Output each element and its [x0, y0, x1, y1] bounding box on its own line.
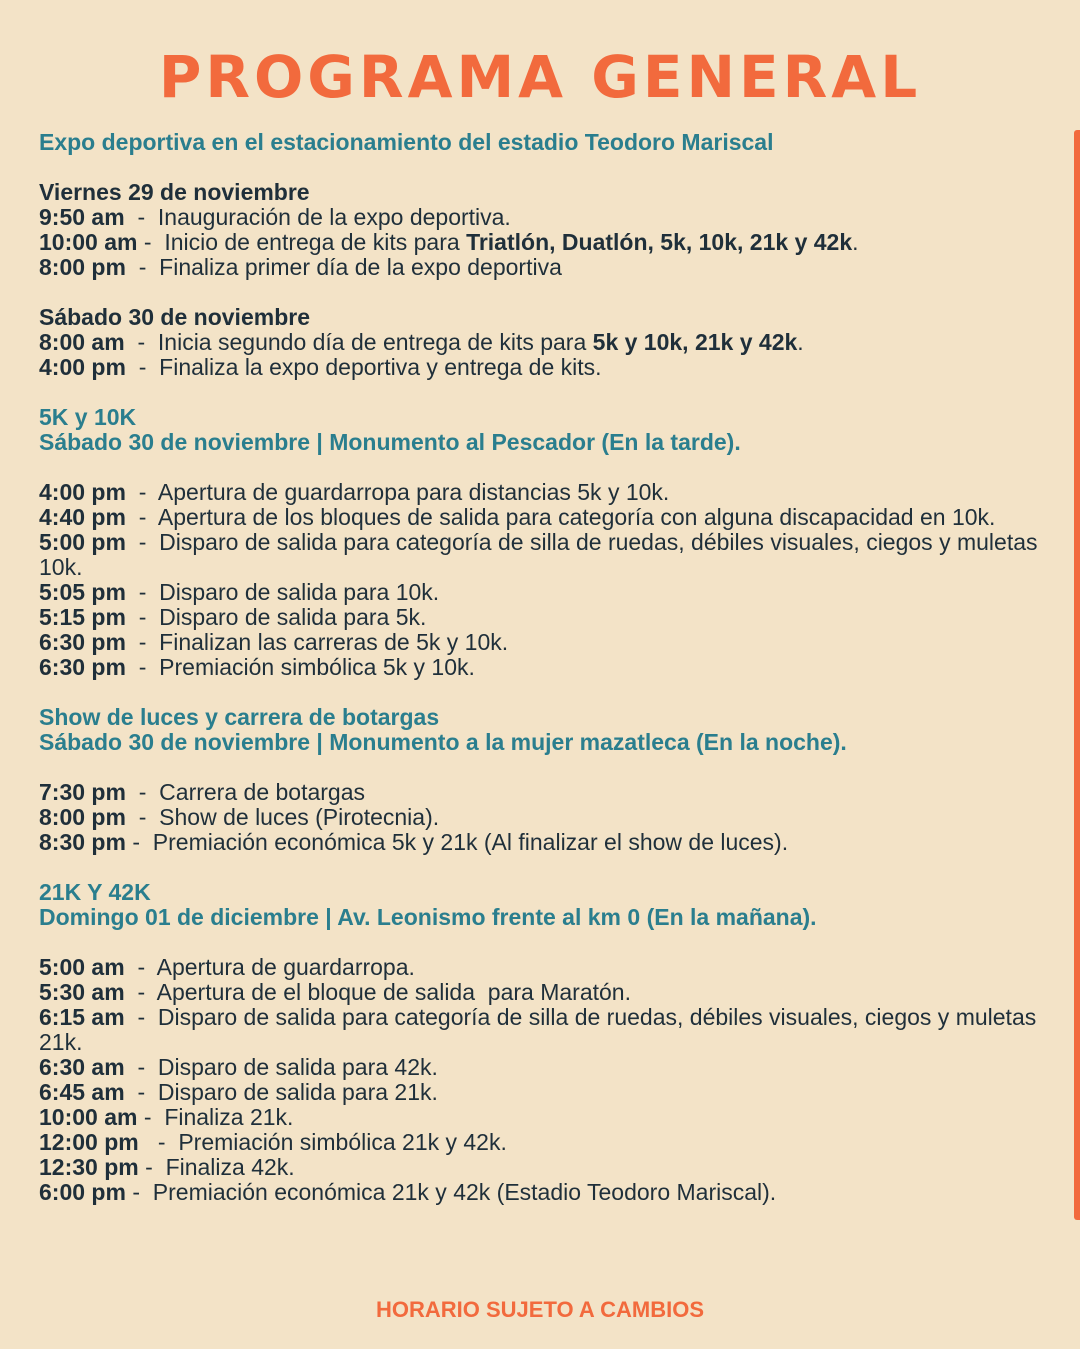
schedule-separator: - [125, 779, 160, 805]
schedule-time: 8:00 am [39, 329, 125, 355]
schedule-time: 8:30 pm [39, 829, 126, 855]
schedule-separator: - [138, 1129, 179, 1155]
sabado-expo-heading: Sábado 30 de noviembre [39, 304, 310, 330]
schedule-description: Inicio de entrega de kits para [164, 229, 467, 255]
schedule-description: Inicia segundo día de entrega de kits para [157, 329, 593, 355]
schedule-description: Disparo de salida para 42k. [157, 1054, 438, 1080]
schedule-item [39, 1004, 1043, 1055]
schedule-description: Disparo de salida para 10k. [159, 579, 440, 605]
sabado-expo-list [39, 330, 1039, 380]
schedule-item [39, 1155, 1039, 1180]
schedule-item [39, 1180, 1039, 1205]
section-21k42k-subtitle: Domingo 01 de diciembre | Av. Leonismo frente al km 0 (En la mañana). [39, 904, 817, 930]
schedule-item [39, 1080, 1039, 1105]
schedule-item [39, 980, 1039, 1005]
schedule-item [39, 529, 1044, 580]
schedule-description: Finaliza 42k. [165, 1154, 295, 1180]
expo-heading: Expo deportiva en el estacionamiento del estadio Teodoro Mariscal [39, 129, 774, 155]
schedule-time: 7:30 pm [39, 779, 126, 805]
schedule-separator: - [125, 354, 160, 380]
schedule-time: 12:30 pm [39, 1154, 139, 1180]
schedule-time: 6:30 pm [39, 629, 126, 655]
schedule-separator: - [125, 629, 160, 655]
schedule-description: Carrera de botargas [159, 779, 366, 805]
schedule-description: Show de luces (Pirotecnia). [159, 804, 440, 830]
schedule-time: 4:00 pm [39, 354, 126, 380]
schedule-highlight: Triatlón, Duatlón, 5k, 10k, 21k y 42k [466, 229, 853, 255]
schedule-time: 8:00 pm [39, 804, 126, 830]
schedule-description: Apertura de el bloque de salida para Maratón. [156, 979, 631, 1005]
schedule-time: 10:00 am [39, 229, 138, 255]
schedule-item [39, 780, 1039, 805]
schedule-time: 5:05 pm [39, 579, 126, 605]
section-show-title: Show de luces y carrera de botargas [39, 704, 440, 730]
schedule-time: 6:30 pm [39, 654, 126, 680]
schedule-item [39, 580, 1039, 605]
schedule-description: Premiación simbólica 21k y 42k. [178, 1129, 507, 1155]
section-5k10k-subtitle: Sábado 30 de noviembre | Monumento al Pescador (En la tarde). [39, 429, 741, 455]
schedule-separator: - [137, 229, 165, 255]
schedule-description: Finalizan las carreras de 5k y 10k. [159, 629, 509, 655]
footer-note: HORARIO SUJETO A CAMBIOS [376, 1297, 704, 1322]
section-21k42k-title: 21K Y 42K [39, 879, 151, 905]
schedule-time: 9:50 am [39, 204, 125, 230]
page-title: PROGRAMA GENERAL [158, 43, 922, 111]
section-5k10k-list [39, 479, 1044, 680]
schedule-item [39, 830, 1039, 855]
schedule-separator: - [124, 979, 157, 1005]
schedule-separator: - [125, 804, 160, 830]
schedule-description: Apertura de guardarropa. [156, 954, 415, 980]
schedule-separator: - [125, 604, 160, 630]
schedule-description: Apertura de los bloques de salida para categoría con alguna discapacidad en 10k. [157, 504, 996, 530]
schedule-separator: - [124, 1004, 158, 1030]
schedule-separator: - [125, 479, 158, 505]
schedule-separator: - [125, 254, 160, 280]
schedule-description: Disparo de salida para categoría de silla de ruedas, débiles visuales, ciegos y muletas 21k. [39, 1004, 1043, 1055]
schedule-time: 6:30 am [39, 1054, 125, 1080]
schedule-time: 10:00 am [39, 1104, 138, 1130]
schedule-item [39, 630, 1039, 655]
schedule-separator: - [125, 529, 160, 555]
schedule-time: 12:00 pm [39, 1129, 139, 1155]
schedule-item [39, 1130, 1039, 1155]
schedule-time: 4:40 pm [39, 504, 126, 530]
schedule-content [39, 129, 1044, 1205]
schedule-time: 5:15 pm [39, 604, 126, 630]
schedule-item [39, 955, 1039, 980]
schedule-time: 6:00 pm [39, 1179, 126, 1205]
schedule-description: Apertura de guardarropa para distancias 5k y 10k. [157, 479, 670, 505]
schedule-description: Disparo de salida para categoría de silla de ruedas, débiles visuales, ciegos y muletas 10k. [39, 529, 1044, 580]
section-show-list [39, 780, 1039, 855]
schedule-separator: - [125, 579, 160, 605]
schedule-separator: - [124, 204, 158, 230]
schedule-separator: - [125, 1179, 153, 1205]
schedule-description: Disparo de salida para 21k. [157, 1079, 438, 1105]
schedule-separator: - [124, 1054, 158, 1080]
schedule-suffix: . [797, 329, 804, 355]
schedule-highlight: 5k y 10k, 21k y 42k [592, 329, 798, 355]
schedule-time: 6:15 am [39, 1004, 125, 1030]
schedule-description: Premiación económica 5k y 21k (Al finalizar el show de luces). [152, 829, 789, 855]
schedule-item [39, 230, 1039, 255]
schedule-description: Finaliza primer día de la expo deportiva [159, 254, 562, 280]
schedule-separator: - [125, 829, 153, 855]
schedule-item [39, 505, 1039, 530]
accent-stripe [1074, 130, 1080, 1220]
schedule-time: 5:30 am [39, 979, 125, 1005]
schedule-separator: - [124, 1079, 158, 1105]
schedule-description: Premiación simbólica 5k y 10k. [159, 654, 475, 680]
schedule-item [39, 655, 1039, 680]
schedule-description: Finaliza la expo deportiva y entrega de kits. [159, 354, 602, 380]
schedule-item [39, 1055, 1039, 1080]
schedule-time: 8:00 pm [39, 254, 126, 280]
schedule-separator: - [137, 1104, 165, 1130]
schedule-item [39, 1105, 1039, 1130]
schedule-item [39, 355, 1039, 380]
schedule-description: Finaliza 21k. [164, 1104, 294, 1130]
schedule-description: Inauguración de la expo deportiva. [157, 204, 511, 230]
schedule-separator: - [125, 654, 160, 680]
section-show-subtitle: Sábado 30 de noviembre | Monumento a la mujer mazatleca (En la noche). [39, 729, 847, 755]
schedule-item [39, 480, 1039, 505]
schedule-item [39, 605, 1039, 630]
schedule-description: Disparo de salida para 5k. [159, 604, 427, 630]
schedule-separator: - [124, 329, 158, 355]
section-5k10k-title: 5K y 10K [39, 404, 137, 430]
schedule-description: Premiación económica 21k y 42k (Estadio Teodoro Mariscal). [152, 1179, 777, 1205]
schedule-separator: - [138, 1154, 166, 1180]
schedule-item [39, 205, 1039, 230]
schedule-time: 5:00 am [39, 954, 125, 980]
schedule-item [39, 255, 1039, 280]
schedule-item [39, 805, 1039, 830]
schedule-suffix: . [852, 229, 859, 255]
schedule-separator: - [125, 504, 158, 530]
schedule-separator: - [124, 954, 157, 980]
schedule-time: 5:00 pm [39, 529, 126, 555]
schedule-time: 6:45 am [39, 1079, 125, 1105]
section-21k42k-list [39, 954, 1043, 1205]
viernes-heading: Viernes 29 de noviembre [39, 179, 310, 205]
schedule-time: 4:00 pm [39, 479, 126, 505]
schedule-item [39, 330, 1039, 355]
viernes-list [39, 205, 1039, 280]
